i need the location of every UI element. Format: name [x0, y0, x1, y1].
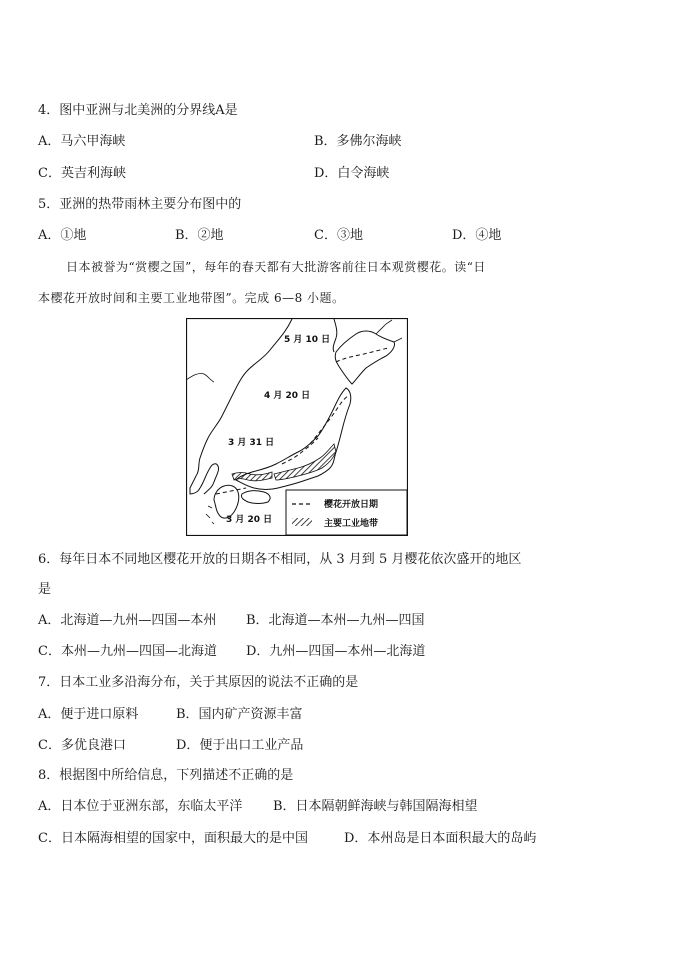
label-mar-20: 3 月 20 日: [226, 515, 273, 525]
intro-line-2: 本樱花开放时间和主要工业地带图”。完成 6—8 小题。: [38, 291, 345, 305]
q4-option-a: A．马六甲海峡: [38, 134, 126, 149]
label-may-10: 5 月 10 日: [284, 335, 331, 345]
legend-hatch-symbol: [292, 518, 312, 526]
q8-option-d: D．本州岛是日本面积最大的岛屿: [344, 831, 537, 846]
q5-option-a: A．①地: [38, 228, 87, 243]
q4-stem: 4．图中亚洲与北美洲的分界线A是: [38, 103, 238, 118]
q5-option-c: C．③地: [314, 228, 363, 243]
q7-stem: 7．日本工业多沿海分布，关于其原因的说法不正确的是: [38, 675, 359, 690]
q7-option-c: C．多优良港口: [38, 738, 126, 753]
q6-option-c: C．本州—九州—四国—北海道: [38, 644, 217, 659]
q4-option-d: D．白令海峡: [314, 166, 390, 181]
q7-option-a: A．便于进口原料: [38, 707, 139, 722]
q6-stem-line-1: 6．每年日本不同地区樱花开放的日期各不相同，从 3 月到 5 月樱花依次盛开的地区: [38, 552, 522, 567]
q6-option-a: A．北海道—九州—四国—本州: [38, 613, 217, 628]
q7-option-d: D．便于出口工业产品: [176, 738, 304, 753]
q5-option-b: B．②地: [175, 228, 224, 243]
q6-stem-line-2: 是: [38, 582, 52, 597]
q4-option-c: C．英吉利海峡: [38, 166, 126, 181]
q4-option-b: B．多佛尔海峡: [314, 134, 402, 149]
q8-option-c: C．日本隔海相望的国家中，面积最大的是中国: [38, 831, 308, 846]
q5-option-d: D．④地: [452, 228, 502, 243]
legend-industrial-belt: 主要工业地带: [324, 519, 379, 529]
q6-option-d: D．九州—四国—本州—北海道: [246, 644, 426, 659]
label-mar-31: 3 月 31 日: [228, 438, 275, 448]
q7-option-b: B．国内矿产资源丰富: [176, 707, 303, 722]
legend-bloom-date: 樱花开放日期: [324, 500, 379, 510]
intro-line-1: 日本被誉为“赏樱之国”，每年的春天都有大批游客前往日本观赏樱花。读“日: [66, 260, 486, 274]
q8-option-b: B．日本隔朝鲜海峡与韩国隔海相望: [273, 799, 478, 814]
q8-stem: 8．根据图中所给信息，下列描述不正确的是: [38, 768, 294, 783]
q6-option-b: B．北海道—本州—九州—四国: [246, 613, 425, 628]
q8-option-a: A．日本位于亚洲东部，东临太平洋: [38, 799, 243, 814]
q5-stem: 5．亚洲的热带雨林主要分布图中的: [38, 197, 242, 212]
japan-cherry-blossom-map: [186, 318, 408, 536]
label-apr-20: 4 月 20 日: [264, 391, 311, 401]
map-legend: [286, 490, 407, 535]
